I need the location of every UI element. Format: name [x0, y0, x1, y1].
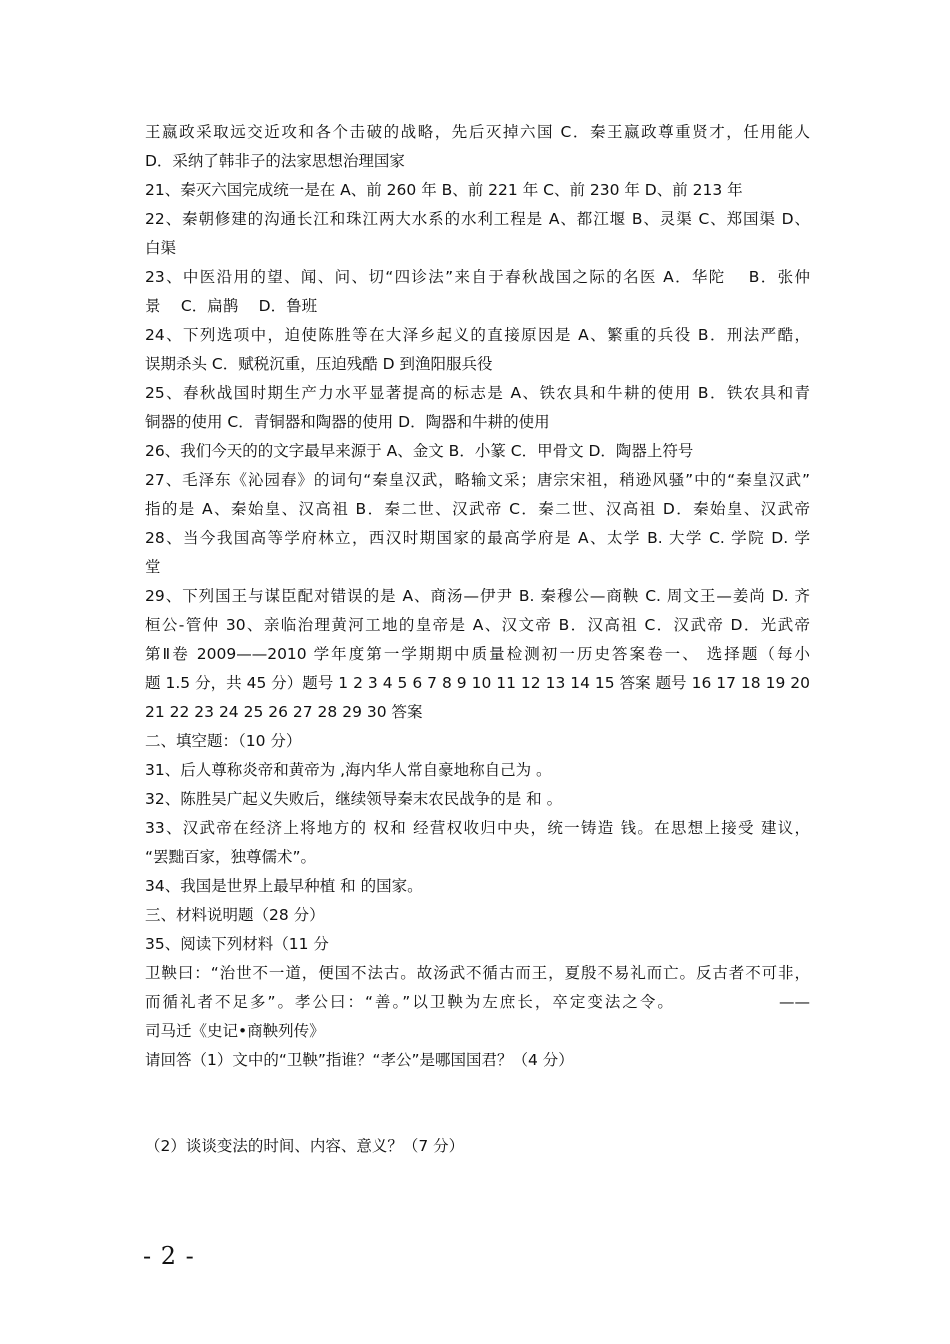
text-line: 指的是 A、秦始皇、汉高祖 B．秦二世、汉武帝 C．秦二世、汉高祖 D．秦始皇、汉武帝 [145, 500, 810, 518]
text-line: 王嬴政采取远交近攻和各个击破的战略，先后灭掉六国 C．秦王嬴政尊重贤才，任用能人 [145, 123, 810, 141]
text-line: 景 C．扁鹊 D．鲁班 [145, 297, 318, 315]
material-quote: 而循礼者不足多”。孝公曰：“善。”以卫鞅为左庶长，卒定变法之令。 —— [145, 993, 810, 1011]
sub-question-1: 请回答（1）文中的“卫鞅”指谁？“孝公”是哪国国君？（4 分） [145, 1051, 574, 1069]
answer-sheet-heading: 第Ⅱ卷 2009——2010 学年度第一学期期中质量检测初一历史答案卷一、 选择题（每小 [145, 645, 810, 663]
question-29: 29、下列国王与谋臣配对错误的是 A、商汤—伊尹 B. 秦穆公—商鞅 C. 周文王—姜尚 D. 齐 [145, 587, 810, 605]
section-heading-material: 三、材料说明题（28 分） [145, 906, 325, 924]
question-21: 21、秦灭六国完成统一是在 A、前 260 年 B、前 221 年 C、前 230 年 D、前 213 年 [145, 181, 743, 199]
question-25: 25、春秋战国时期生产力水平显著提高的标志是 A、铁农具和牛耕的使用 B．铁农具和青 [145, 384, 810, 402]
question-30: 桓公-管仲 30、亲临治理黄河工地的皇帝是 A、汉文帝 B．汉高祖 C．汉武帝 D．光武帝 [145, 616, 810, 634]
question-28: 28、当今我国高等学府林立，西汉时期国家的最高学府是 A、太学 B. 大学 C. 学院 D. 学 [145, 529, 810, 547]
sub-question-2: （2）谈谈变法的时间、内容、意义？（7 分） [145, 1137, 465, 1155]
question-24: 24、下列选项中，迫使陈胜等在大泽乡起义的直接原因是 A、繁重的兵役 B．刑法严酷， [145, 326, 810, 344]
text-line: 误期杀头 C．赋税沉重，压迫残酷 D 到渔阳服兵役 [145, 355, 493, 373]
material-quote: 卫鞅曰：“治世不一道，便国不法古。故汤武不循古而王，夏殷不易礼而亡。反古者不可非， [145, 964, 810, 982]
answer-table-text: 21 22 23 24 25 26 27 28 29 30 答案 [145, 703, 423, 721]
text-line: 堂 [145, 558, 161, 576]
question-32: 32、陈胜吴广起义失败后，继续领导秦末农民战争的是 和 。 [145, 790, 563, 808]
question-22: 22、秦朝修建的沟通长江和珠江两大水系的水利工程是 A、都江堰 B、灵渠 C、郑国渠 D、 [145, 210, 810, 228]
text-line: “罢黜百家，独尊儒术”。 [145, 848, 317, 866]
text-line: 白渠 [145, 239, 177, 257]
question-31: 31、后人尊称炎帝和黄帝为 ,海内华人常自豪地称自己为 。 [145, 761, 552, 779]
question-35: 35、阅读下列材料（11 分 [145, 935, 329, 953]
material-source: 司马迁《史记•商鞅列传》 [145, 1022, 325, 1040]
question-33: 33、汉武帝在经济上将地方的 权和 经营权收归中央，统一铸造 钱。在思想上接受 建议， [145, 819, 810, 837]
page-number: - 2 - [143, 1242, 195, 1270]
question-27: 27、毛泽东《沁园春》的词句“秦皇汉武，略输文采；唐宗宋祖，稍逊风骚”中的“秦皇汉武” [145, 471, 810, 489]
text-line: 铜器的使用 C．青铜器和陶器的使用 D．陶器和牛耕的使用 [145, 413, 550, 431]
answer-table-text: 题 1.5 分，共 45 分）题号 1 2 3 4 5 6 7 8 9 10 11 12 13 14 15 答案 题号 16 17 18 19 20 [145, 674, 810, 692]
text-line: D．采纳了韩非子的法家思想治理国家 [145, 152, 405, 170]
question-34: 34、我国是世界上最早种植 和 的国家。 [145, 877, 423, 895]
section-heading-fill-in: 二、填空题：（10 分） [145, 732, 302, 750]
question-23: 23、中医沿用的望、闻、问、切“四诊法”来自于春秋战国之际的名医 A．华陀 B．张仲 [145, 268, 810, 286]
question-26: 26、我们今天的的文字最早来源于 A、金文 B．小篆 C．甲骨文 D．陶器上符号 [145, 442, 694, 460]
